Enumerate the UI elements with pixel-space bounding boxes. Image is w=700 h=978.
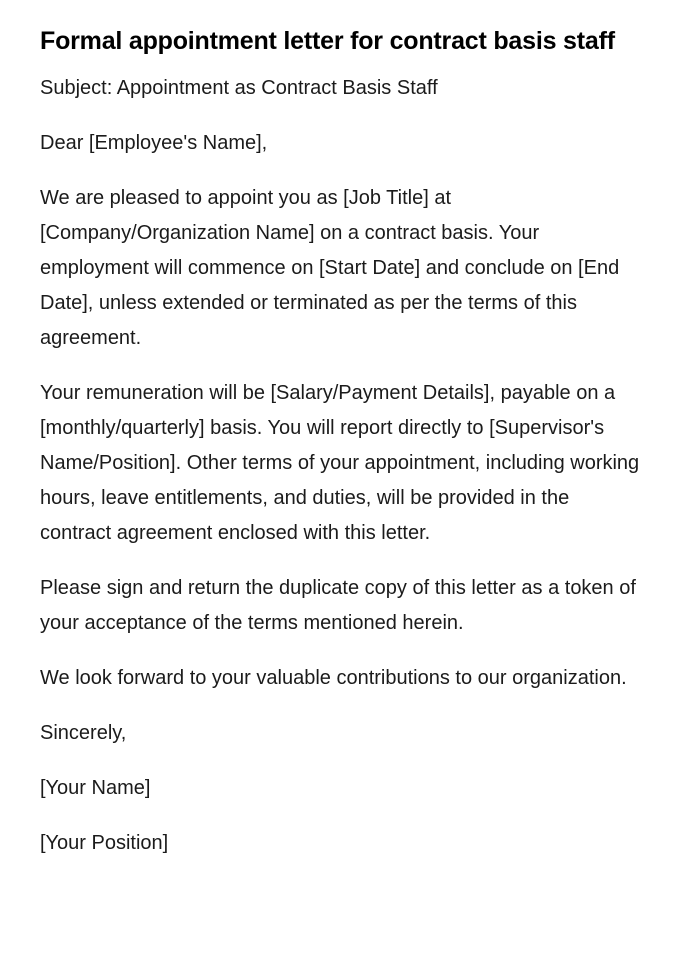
body-paragraph-appointment: We are pleased to appoint you as [Job Title] at [Company/Organization Name] on a contract basis. Your employment will commence on [Start Date] and conclude on [End Date], unless extended or terminated as per the terms of this agreement. bbox=[40, 187, 620, 349]
signature-name-placeholder: [Your Name] bbox=[40, 777, 151, 799]
salutation: Dear [Employee's Name], bbox=[40, 132, 268, 154]
body-paragraph-look-forward: We look forward to your valuable contributions to our organization. bbox=[40, 667, 627, 689]
page-title: Formal appointment letter for contract basis staff bbox=[40, 27, 615, 55]
subject-line: Subject: Appointment as Contract Basis Staff bbox=[40, 77, 438, 99]
signature-position-placeholder: [Your Position] bbox=[40, 832, 169, 854]
body-paragraph-sign-return: Please sign and return the duplicate copy of this letter as a token of your acceptance of the terms mentioned herein. bbox=[40, 577, 636, 634]
body-paragraph-remuneration: Your remuneration will be [Salary/Payment Details], payable on a [monthly/quarterly] basis. You will report directly to [Supervisor's Name/Position]. Other terms of your appointment, including working hours, leave entitlements, and duties, will be provided in the contract agreement enclosed with this letter. bbox=[40, 382, 640, 544]
closing: Sincerely, bbox=[40, 722, 127, 744]
letter-document bbox=[40, 25, 640, 861]
